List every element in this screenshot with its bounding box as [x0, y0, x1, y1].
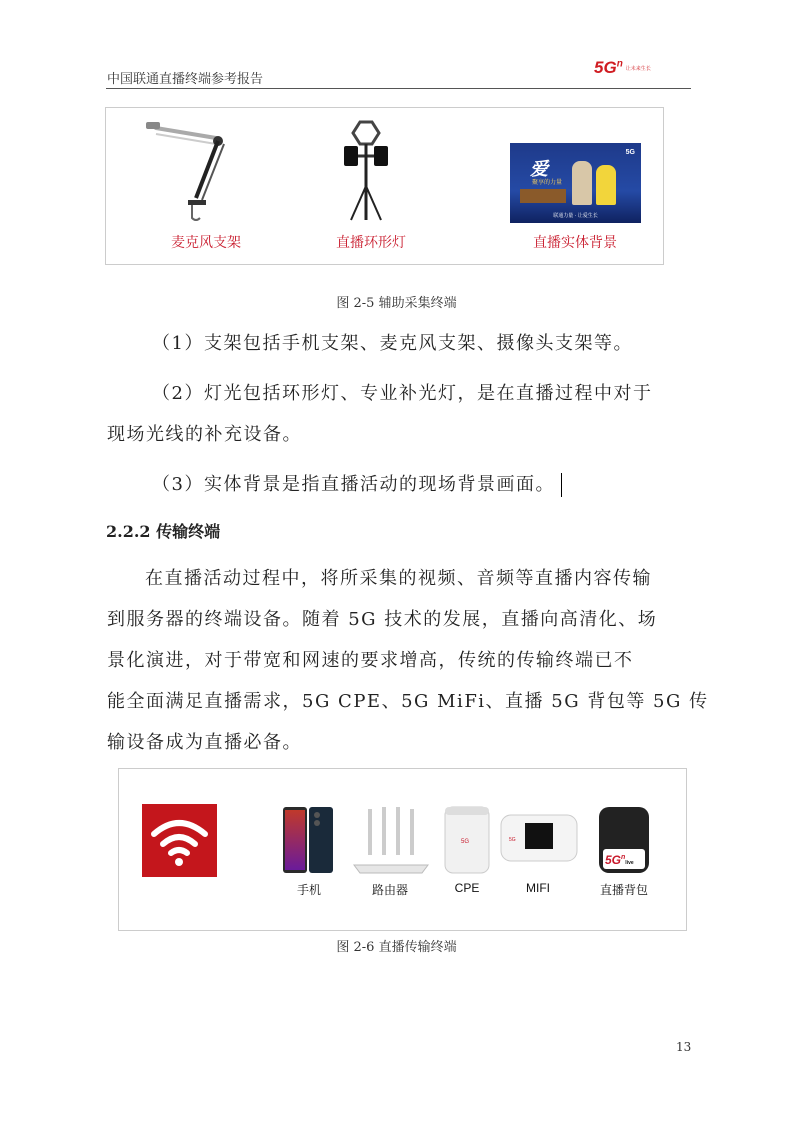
ring-light-icon	[291, 108, 451, 226]
logo-sup: n	[616, 58, 623, 70]
svg-text:5G: 5G	[461, 839, 470, 845]
device-label-phone: 手机	[296, 883, 321, 897]
backpack-5g-badge	[603, 849, 645, 869]
device-label-mifi: MIFI	[526, 881, 550, 895]
figure-2-6-frame	[118, 768, 687, 931]
device-label-backpack: 直播背包	[599, 883, 648, 897]
paragraph-3-text: （3）实体背景是指直播活动的现场背景画面。	[152, 474, 555, 495]
device-label-cpe: CPE	[454, 881, 480, 895]
paragraph-2b: 现场光线的补充设备。	[107, 424, 302, 445]
section-body-line-1: 在直播活动过程中，将所采集的视频、音频等直播内容传输	[145, 568, 652, 589]
building-silhouette	[520, 189, 566, 203]
badge-live-text: live	[625, 860, 634, 866]
cpe-device	[439, 805, 495, 879]
fig-label-ring-light: 直播环形灯	[336, 234, 406, 250]
fig-label-backdrop: 直播实体背景	[533, 234, 617, 250]
figure-2-5-caption: 图 2-5 辅助采集终端	[336, 296, 457, 311]
paragraph-1: （1）支架包括手机支架、麦克风支架、摄像头支架等。	[152, 333, 633, 354]
running-header-title: 中国联通直播终端参考报告	[107, 72, 264, 87]
text-cursor	[561, 473, 562, 497]
svg-text:5G: 5G	[509, 837, 516, 843]
unicom-5g-logo	[594, 58, 651, 78]
section-body-line-2: 到服务器的终端设备。随着 5G 技术的发展，直播向高清化、场	[107, 609, 658, 630]
paragraph-2a: （2）灯光包括环形灯、专业补光灯，是在直播过程中对于	[152, 383, 653, 404]
router-icon	[352, 805, 430, 877]
device-label-router: 路由器	[371, 883, 408, 897]
fig-label-mic-stand: 麦克风支架	[171, 234, 241, 250]
paragraph-3	[152, 464, 562, 505]
backdrop-badge: 5G	[625, 149, 635, 156]
backdrop-footer: 联通力量 · 让爱生长	[553, 213, 598, 219]
section-heading: 2.2.2 传输终端	[106, 522, 221, 541]
phone-icon	[279, 805, 337, 875]
mic-stand-figure	[126, 108, 286, 230]
backdrop-subtitle: 聚享的力量	[532, 180, 563, 186]
wifi-icon	[142, 804, 217, 877]
page-number: 13	[676, 1040, 692, 1054]
backpack-device	[593, 805, 655, 875]
backpack-icon	[593, 805, 655, 875]
mic-stand-icon	[126, 108, 286, 226]
backdrop-big-char: 爱	[530, 159, 548, 179]
logo-tagline: 让未来生长	[625, 66, 651, 73]
mifi-icon	[499, 811, 579, 867]
cpe-icon	[439, 805, 495, 875]
logo-text: 5G	[594, 58, 617, 77]
mifi-device	[499, 811, 579, 871]
person-figure	[572, 161, 592, 205]
section-body-line-5: 输设备成为直播必备。	[107, 732, 302, 753]
figure-2-5-frame	[105, 107, 664, 265]
section-body-line-4: 能全面满足直播需求，5G CPE、5G MiFi、直播 5G 背包等 5G 传	[107, 691, 709, 712]
phone-device	[279, 805, 337, 879]
figure-2-6-caption: 图 2-6 直播传输终端	[336, 940, 457, 955]
live-backdrop-image	[510, 143, 641, 223]
ring-light-figure	[291, 108, 451, 230]
section-body-line-3: 景化演进，对于带宽和网速的要求增高，传统的传输终端已不	[107, 650, 634, 671]
header-divider	[106, 88, 691, 89]
badge-sup: n	[621, 854, 626, 861]
person-figure	[596, 165, 616, 205]
badge-5g-text: 5G	[605, 853, 622, 867]
router-device	[352, 805, 430, 881]
